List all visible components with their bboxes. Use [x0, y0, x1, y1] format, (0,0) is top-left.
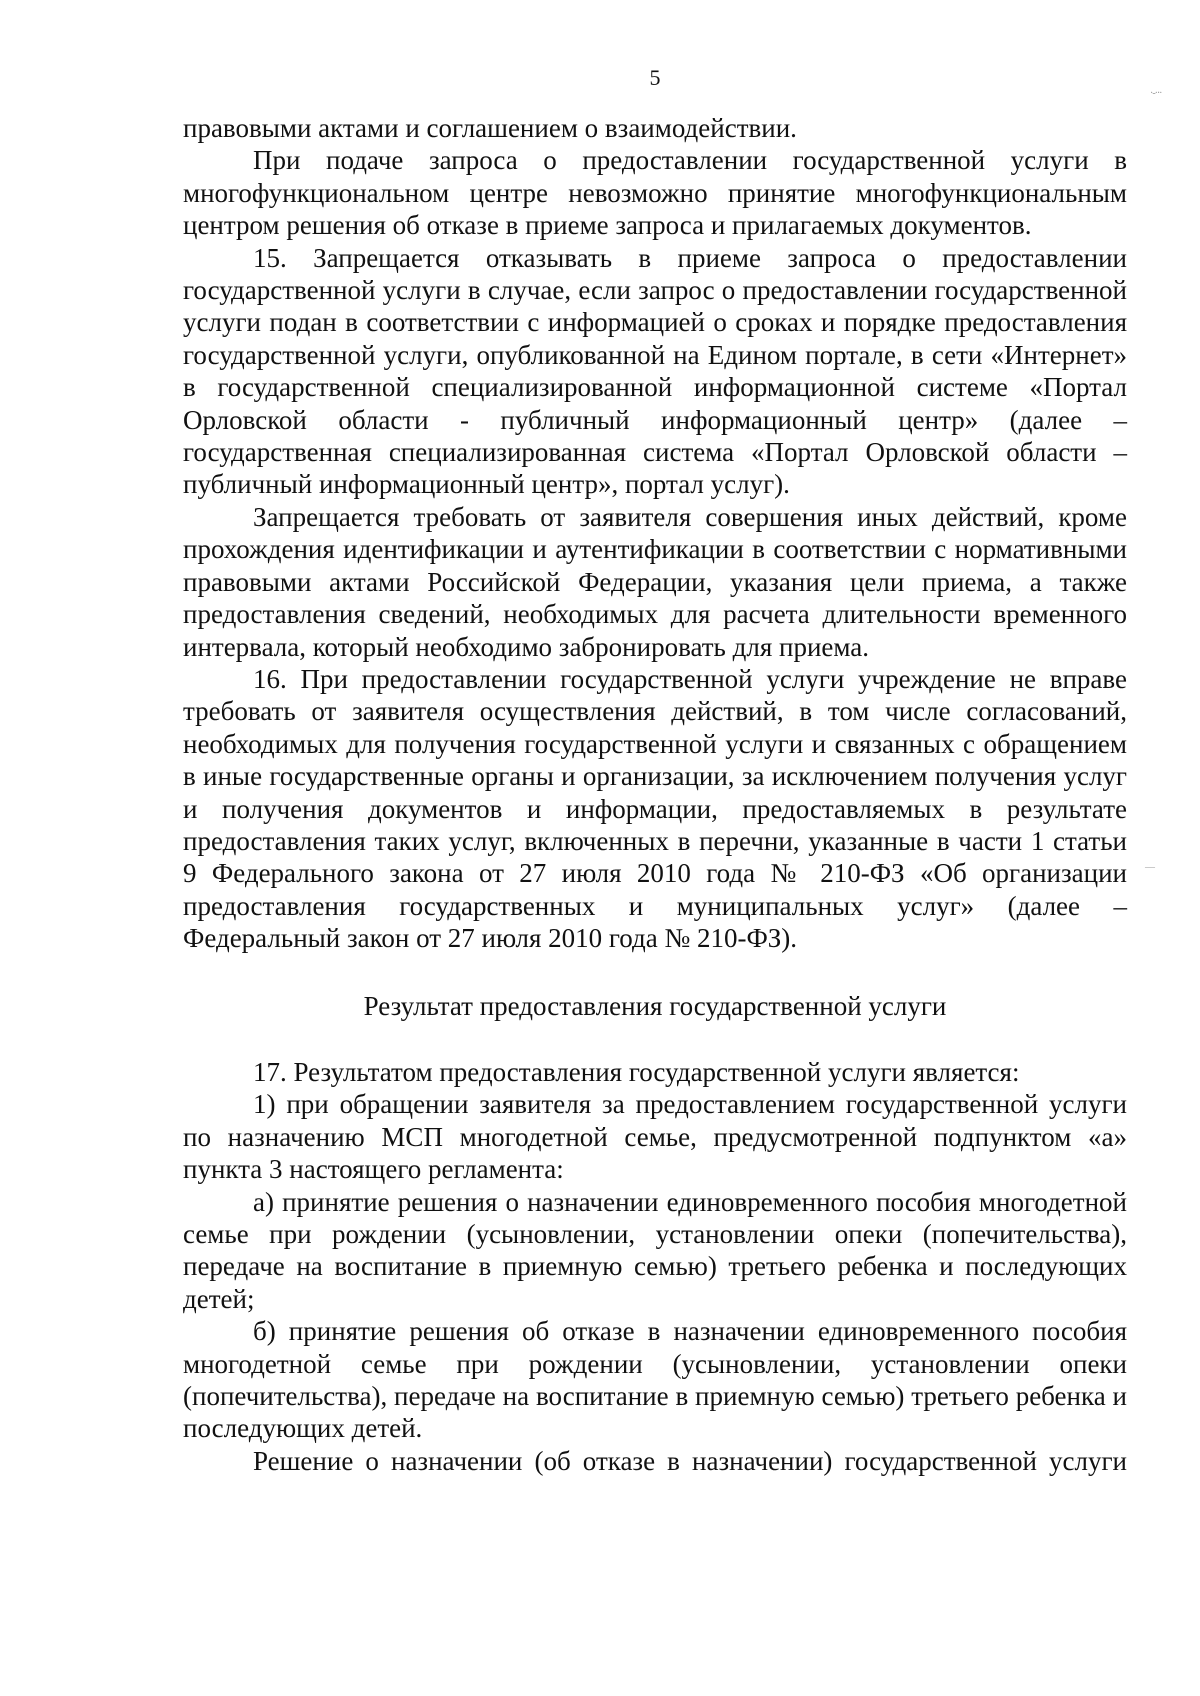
scan-speck: —	[1145, 862, 1154, 873]
paragraph-decision: Решение о назначении (об отказе в назначении) государственной услуги	[253, 1445, 1127, 1476]
paragraph-item-17: 17. Результатом предоставления государственной услуги является:	[253, 1056, 1020, 1087]
paragraph-prohibition: Запрещается требовать от заявителя совершения иных действий, кроме прохождения идентификации и аутентификации в соответствии с нормативными правовыми актами Российской Федерации, указания цели приема, а также предоставления сведений, необходимых для расчета длительности временного интервала, который необходимо забронировать для приема.	[183, 501, 1127, 662]
document-page	[183, 0, 1127, 1696]
paragraph-item-16: 16. При предоставлении государственной услуги учреждение не вправе требовать от заявителя осуществления действий, в том числе согласований, необходимых для получения государственной услуги и связанных с обращением в иные государственные органы и организации, за исключением получения услуг и получения документов и информации, предоставляемых в результате предоставления таких услуг, включенных в перечни, указанные в части 1 статьи 9 Федерального закона от 27 июля 2010 года № 210-ФЗ «Об организации предоставления государственных и муниципальных услуг» (далее – Федеральный закон от 27 июля 2010 года № 210-ФЗ).	[183, 663, 1127, 954]
paragraph-subitem-b: б) принятие решения об отказе в назначении единовременного пособия многодетной семье при рождении (усыновлении, установлении опеки (попечительства), передаче на воспитание в приемную семью) третьего ребенка и последующих детей.	[183, 1316, 1127, 1444]
paragraph-continuation: правовыми актами и соглашением о взаимодействии.	[183, 113, 797, 143]
document-body	[183, 112, 1127, 1477]
paragraph-subitem-a: а) принятие решения о назначении единовременного пособия многодетной семье при рождении (усыновлении, установлении опеки (попечительства), передаче на воспитание в приемную семью) третьего ребенка и последующих детей;	[183, 1186, 1127, 1314]
scan-speck: ·-·‧·	[1150, 88, 1162, 99]
paragraph-item-15: 15. Запрещается отказывать в приеме запроса о предоставлении государственной услуги в случае, если запрос о предоставлении государственной услуги подан в соответствии с информацией о сроках и порядке предоставления государственной услуги, опубликованной на Едином портале, в сети «Интернет» в государственной специализированной информационной системе «Портал Орловской области - публичный информационный центр» (далее – государственная специализированная система «Портал Орловской области – публичный информационный центр», портал услуг).	[183, 242, 1127, 500]
page-number: 5	[649, 65, 661, 90]
paragraph-subitem-1: 1) при обращении заявителя за предоставлением государственной услуги по назначению МСП многодетной семье, предусмотренной подпунктом «а» пункта 3 настоящего регламента:	[183, 1089, 1127, 1185]
section-heading: Результат предоставления государственной услуги	[363, 990, 947, 1021]
paragraph-mfc-refusal: При подаче запроса о предоставлении государственной услуги в многофункциональном центре невозможно принятие многофункциональным центром решения об отказе в приеме запроса и прилагаемых документов.	[183, 145, 1127, 241]
